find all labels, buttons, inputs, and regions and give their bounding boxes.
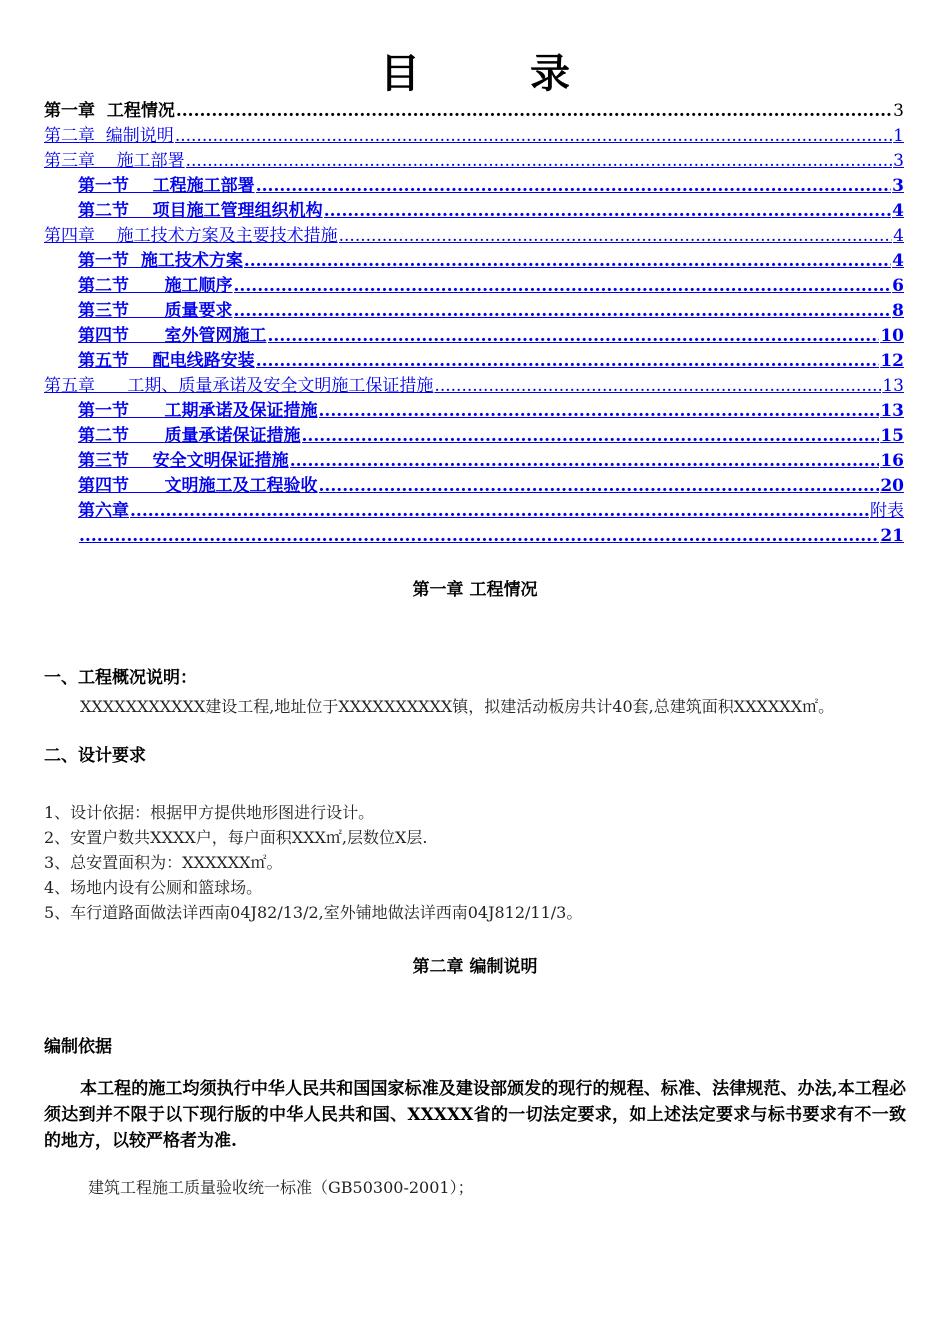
toc-label: 第三节 安全文明保证措施 <box>78 451 289 471</box>
toc-label: 第五节 配电线路安装 <box>78 351 255 371</box>
toc-page: 15 <box>880 426 904 446</box>
toc-page: 4 <box>892 201 904 221</box>
toc-entry-ch3-sec2[interactable] <box>78 198 904 222</box>
toc-label: 第四章 施工技术方案及主要技术措施 <box>44 226 338 246</box>
toc-entry-chapter-2[interactable] <box>44 123 904 147</box>
toc-label: 第一章 工程情况 <box>44 101 175 121</box>
section-overview-title: 一、工程概况说明： <box>44 668 197 688</box>
design-item: 3、总安置面积为：XXXXXX㎡。 <box>44 853 283 872</box>
overview-text: XXXXXXXXXXX建设工程,地址位于XXXXXXXXXX镇，拟建活动板房共计40套,总建筑面积XXXXXX㎡。 <box>80 697 835 716</box>
toc-label: 第二节 项目施工管理组织机构 <box>78 201 323 221</box>
chapter-1-heading: 第一章 工程情况 <box>412 580 538 600</box>
toc-entry-ch4-sec1[interactable] <box>78 248 904 272</box>
toc-entry-ch5-sec1[interactable] <box>78 398 904 422</box>
standard-line: 建筑工程施工质量验收统一标准（GB50300-2001）； <box>88 1178 474 1197</box>
basis-paragraph: 本工程的施工均须执行中华人民共和国国家标准及建设部颁发的现行的规程、标准、法律规范、办法,本工程必须达到并不限于以下现行版的中华人民共和国、XXXXX省的一切法定要求，如上述法定要求与标书要求有不一致的地方，以较严格者为准. <box>44 1079 906 1151</box>
toc-label: 第一节 施工技术方案 <box>78 251 243 271</box>
toc-label: 第四节 室外管网施工 <box>78 326 267 346</box>
toc-page: 20 <box>880 476 904 496</box>
toc-page: 13 <box>882 376 904 396</box>
toc-page: 附表 <box>870 501 904 521</box>
toc-label: 第二节 施工顺序 <box>78 276 233 296</box>
toc-entry-ch4-sec4[interactable] <box>78 323 904 347</box>
toc-label: 第三章 施工部署 <box>44 151 185 171</box>
design-item: 1、设计依据：根据甲方提供地形图进行设计。 <box>44 803 375 822</box>
toc-entry-ch5-sec4[interactable] <box>78 473 904 497</box>
toc-page: 21 <box>880 526 904 546</box>
toc-entry-chapter-6[interactable] <box>78 498 904 522</box>
toc-page: 12 <box>880 351 904 371</box>
toc-entry-chapter-4[interactable] <box>44 223 904 247</box>
toc-label: 第四节 文明施工及工程验收 <box>78 476 318 496</box>
toc-entry-ch4-sec3[interactable] <box>78 298 904 322</box>
chapter-2-heading: 第二章 编制说明 <box>412 957 538 977</box>
section-design-title: 二、设计要求 <box>44 746 146 766</box>
toc-label: 第二节 质量承诺保证措施 <box>78 426 301 446</box>
toc-page: 13 <box>880 401 904 421</box>
toc-page: 3 <box>893 101 904 121</box>
toc-page: 4 <box>893 226 904 246</box>
toc-entry-chapter-1[interactable] <box>44 98 904 122</box>
toc-entry-ch4-sec2[interactable] <box>78 273 904 297</box>
toc-page: 3 <box>893 151 904 171</box>
toc-entry-ch5-sec3[interactable] <box>78 448 904 472</box>
toc-label: 第一节 工期承诺及保证措施 <box>78 401 318 421</box>
toc-label: 第二章 编制说明 <box>44 126 174 146</box>
toc-page: 10 <box>880 326 904 346</box>
toc-label: 第五章 工期、质量承诺及安全文明施工保证措施 <box>44 376 434 396</box>
toc-page: 4 <box>892 251 904 271</box>
toc-page: 8 <box>892 301 904 321</box>
toc-entry-ch4-sec5[interactable] <box>78 348 904 372</box>
toc-entry-chapter-3[interactable] <box>44 148 904 172</box>
design-item: 4、场地内设有公厕和篮球场。 <box>44 878 263 897</box>
toc-label: 第一节 工程施工部署 <box>78 176 255 196</box>
toc-label: 第六章 <box>78 501 129 521</box>
toc-entry-ch5-sec2[interactable] <box>78 423 904 447</box>
toc-page: 6 <box>892 276 904 296</box>
toc-page: 3 <box>892 176 904 196</box>
design-item: 2、安置户数共XXXX户，每户面积XXX㎡,层数位X层. <box>44 828 428 847</box>
toc-entry-ch3-sec1[interactable] <box>78 173 904 197</box>
toc-label: 第三节 质量要求 <box>78 301 233 321</box>
basis-title: 编制依据 <box>44 1037 112 1057</box>
toc-title: 目 录 <box>380 50 618 97</box>
toc-page: 1 <box>893 126 904 146</box>
toc-page: 16 <box>880 451 904 471</box>
toc-entry-chapter-6-continued[interactable] <box>78 523 904 547</box>
toc-entry-chapter-5[interactable] <box>44 373 904 397</box>
design-item: 5、车行道路面做法详西南04J82/13/2,室外铺地做法详西南04J812/11/3。 <box>44 903 583 922</box>
